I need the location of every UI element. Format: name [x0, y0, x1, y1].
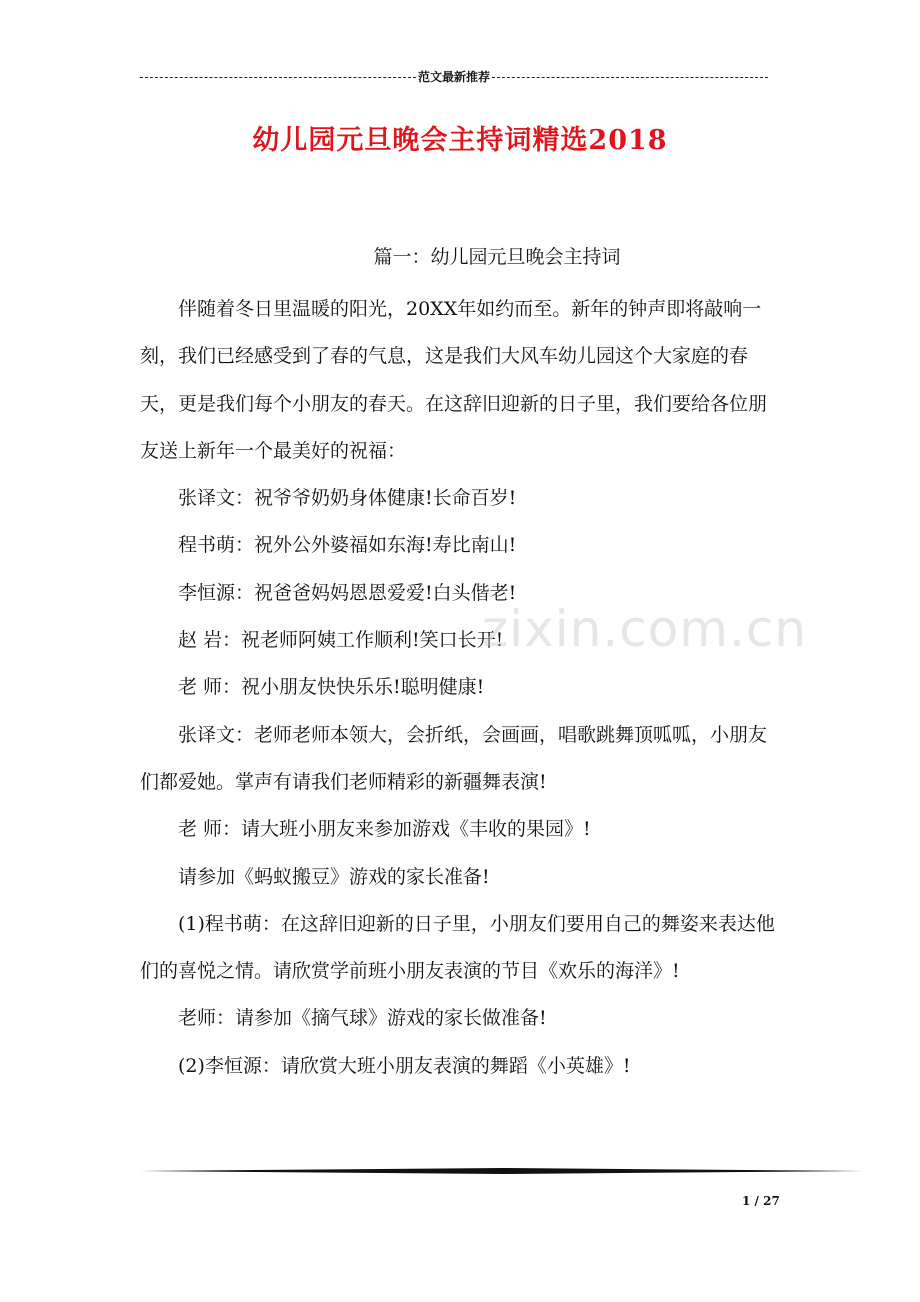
paragraph: 李恒源：祝爸爸妈妈恩恩爱爱!白头偕老!	[178, 581, 517, 604]
header-right-dashes	[492, 77, 768, 78]
paragraph: 老 师：请大班小朋友来参加游戏《丰收的果园》!	[178, 818, 591, 841]
paragraph: (2)李恒源：请欣赏大班小朋友表演的舞蹈《小英雄》!	[178, 1054, 631, 1077]
paragraph: (1)程书萌：在这辞旧迎新的日子里，小朋友们要用自己的舞姿来表达他们的喜悦之情。请欣赏学前班小朋友表演的节目《欢乐的海洋》!	[140, 912, 775, 983]
paragraph: 老师：请参加《摘气球》游戏的家长做准备!	[178, 1007, 547, 1030]
paragraph: 赵 岩：祝老师阿姨工作顺利!笑口长开!	[178, 629, 504, 652]
footer-rule	[140, 1168, 864, 1174]
paragraph: 张译文：祝爷爷奶奶身体健康!长命百岁!	[178, 487, 517, 510]
paragraph: 老 师：祝小朋友快快乐乐!聪明健康!	[178, 676, 485, 699]
header-left-dashes	[140, 77, 416, 78]
page-number: 1 / 27	[742, 1194, 780, 1208]
paragraph: 张译文：老师老师本领大，会折纸，会画画，唱歌跳舞顶呱呱，小朋友们都爱她。掌声有请我们老师精彩的新疆舞表演!	[140, 723, 768, 793]
document-title: 幼儿园元旦晚会主持词精选2018	[252, 125, 668, 156]
paragraph: 程书萌：祝外公外婆福如东海!寿比南山!	[178, 534, 517, 557]
section-heading: 篇一：幼儿园元旦晚会主持词	[373, 246, 621, 268]
paragraph: 请参加《蚂蚁搬豆》游戏的家长准备!	[178, 865, 490, 888]
watermark: zixin.com.cn	[482, 600, 808, 658]
page-header	[140, 68, 768, 85]
paragraph: 伴随着冬日里温暖的阳光，20XX年如约而至。新年的钟声即将敲响一刻，我们已经感受到了春的气息，这是我们大风车幼儿园这个大家庭的春天，更是我们每个小朋友的春天。在这辞旧迎新的日子里，我们要给各位朋友送上新年一个最美好的祝福：	[140, 298, 768, 462]
header-label: 范文最新推荐	[418, 70, 491, 84]
document-body	[140, 286, 784, 1090]
